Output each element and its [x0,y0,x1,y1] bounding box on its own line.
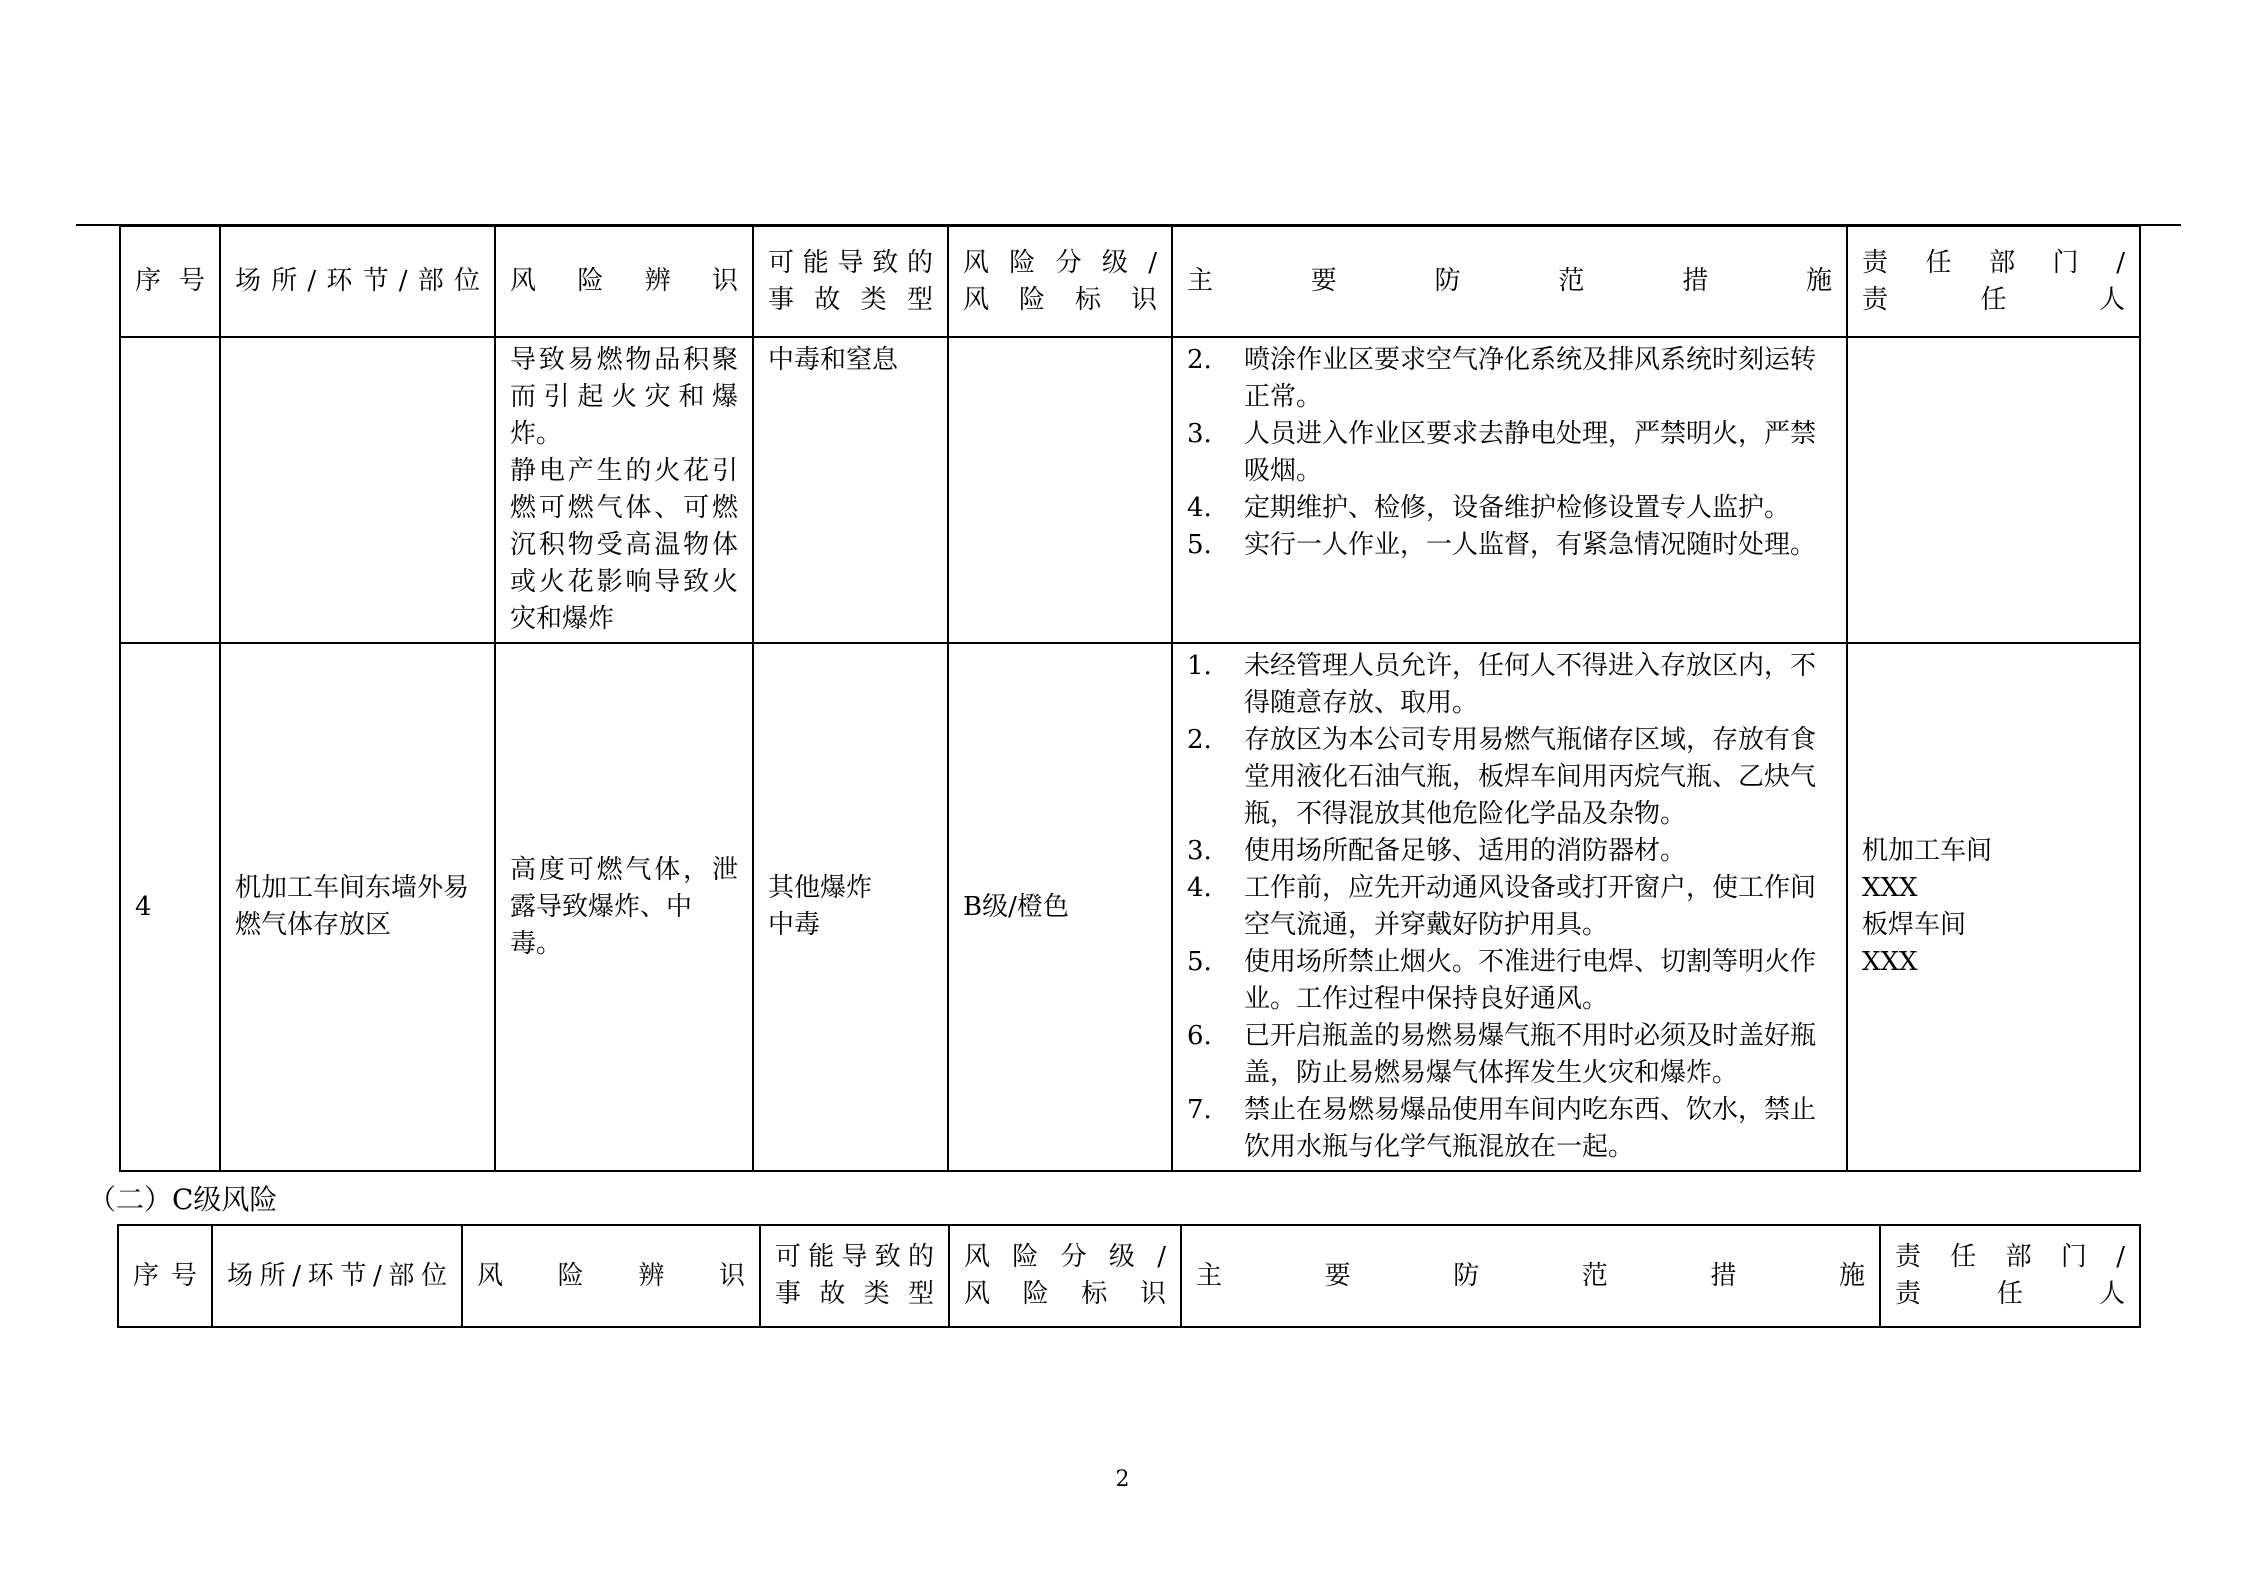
risk-line: 静电产生的火花引 [510,456,738,486]
list-item: 5. 实行一人作业，一人监督，有紧急情况随时处理。 [1187,530,1817,560]
header-measures: 主要防范措施 [1181,1225,1880,1327]
resp-line: 板焊车间 [1862,910,1967,940]
header-seq: 序号 [118,1225,212,1327]
cell-resp [1847,337,2140,643]
risk-line: 炸。 [510,419,563,449]
header-grade-l1: 风险分级/ [964,1242,1166,1272]
header-accident-l1: 可能导致的 [775,1242,934,1272]
risk-line: 沉积物受高温物体 [510,530,738,560]
list-item: 6. 已开启瓶盖的易燃易爆气瓶不用时必须及时盖好瓶盖，防止易燃易爆气体挥发生火灾和爆炸。 [1187,1021,1817,1088]
cell-place [220,337,495,643]
header-accident-l2: 事故类型 [775,1279,934,1309]
cell-resp [1847,643,2140,1171]
header-grade [948,226,1172,337]
list-item: 4. 定期维护、检修，设备维护检修设置专人监护。 [1187,493,1791,523]
header-resp [1847,226,2140,337]
resp-line: 机加工车间 [1862,836,1993,866]
header-accident [753,226,948,337]
header-grade-l1: 风险分级/ [963,247,1157,278]
header-place: 场所/环节/部位 [220,226,495,337]
risk-line: 灾和爆炸 [510,604,615,634]
cell-measures [1172,337,1847,643]
resp-line: XXX [1862,873,1918,903]
header-grade [949,1225,1181,1327]
risk-table-c [117,1224,2141,1328]
list-item: 2. 喷涂作业区要求空气净化系统及排风系统时刻运转正常。 [1187,345,1817,412]
header-grade-l2: 风险标识 [964,1279,1166,1309]
resp-line: XXX [1862,947,1918,977]
measures-list [1187,648,1832,1166]
cell-accident [753,337,948,643]
header-accident-l1: 可能导致的 [768,247,933,278]
accident-line: 中毒 [768,910,821,940]
header-place: 场所/环节/部位 [212,1225,462,1327]
header-resp-l2: 责任人 [1895,1279,2125,1309]
list-item: 7. 禁止在易燃易爆品使用车间内吃东西、饮水，禁止饮用水瓶与化学气瓶混放在一起。 [1187,1095,1817,1162]
risk-line: 导致易燃物品积聚 [510,345,738,375]
risk-line: 或火花影响导致火 [510,567,738,597]
cell-risk-id [495,337,753,643]
cell-seq [120,337,220,643]
cell-seq: 4 [120,643,220,1171]
measures-list [1187,342,1832,564]
cell-risk-id [495,643,753,1171]
table-row [120,643,2140,1171]
header-resp-l1: 责任部门/ [1862,247,2125,278]
header-accident [760,1225,949,1327]
page-number: 2 [1115,1467,1130,1492]
risk-line: 露导致爆炸、中毒。 [510,891,693,959]
list-item: 3. 人员进入作业区要求去静电处理，严禁明火，严禁吸烟。 [1187,419,1817,486]
cell-grade [948,337,1172,643]
cell-place: 机加工车间东墙外易燃气体存放区 [220,643,495,1171]
cell-measures [1172,643,1847,1171]
list-item: 3. 使用场所配备足够、适用的消防器材。 [1187,836,1687,866]
list-item: 4. 工作前，应先开动通风设备或打开窗户，使工作间空气流通，并穿戴好防护用具。 [1187,873,1817,940]
header-resp-l2: 责任人 [1862,284,2125,315]
risk-table-b [119,225,2141,1172]
table-row [120,337,2140,643]
table-header-row [120,226,2140,337]
list-item: 5. 使用场所禁止烟火。不准进行电焊、切割等明火作业。工作过程中保持良好通风。 [1187,947,1817,1014]
header-resp-l1: 责任部门/ [1895,1242,2125,1272]
header-accident-l2: 事故类型 [768,284,933,315]
header-measures: 主要防范措施 [1172,226,1847,337]
accident-line: 中毒和窒息 [768,345,899,375]
header-grade-l2: 风险标识 [963,284,1157,315]
risk-line: 而引起火灾和爆 [510,382,738,412]
list-item: 1. 未经管理人员允许，任何人不得进入存放区内，不得随意存放、取用。 [1187,651,1817,718]
section-title: （二）C级风险 [88,1183,278,1216]
header-seq: 序号 [120,226,220,337]
header-risk-id: 风险辨识 [462,1225,760,1327]
risk-line: 高度可燃气体，泄 [510,854,738,885]
cell-grade: B级/橙色 [948,643,1172,1171]
cell-accident [753,643,948,1171]
header-risk-id: 风险辨识 [495,226,753,337]
list-item: 2. 存放区为本公司专用易燃气瓶储存区域，存放有食堂用液化石油气瓶，板焊车间用丙烷气瓶、乙炔气瓶，不得混放其他危险化学品及杂物。 [1187,725,1817,829]
accident-line: 其他爆炸 [768,873,873,903]
table-header-row [118,1225,2140,1327]
risk-line: 燃可燃气体、可燃 [510,493,738,523]
header-resp [1880,1225,2140,1327]
